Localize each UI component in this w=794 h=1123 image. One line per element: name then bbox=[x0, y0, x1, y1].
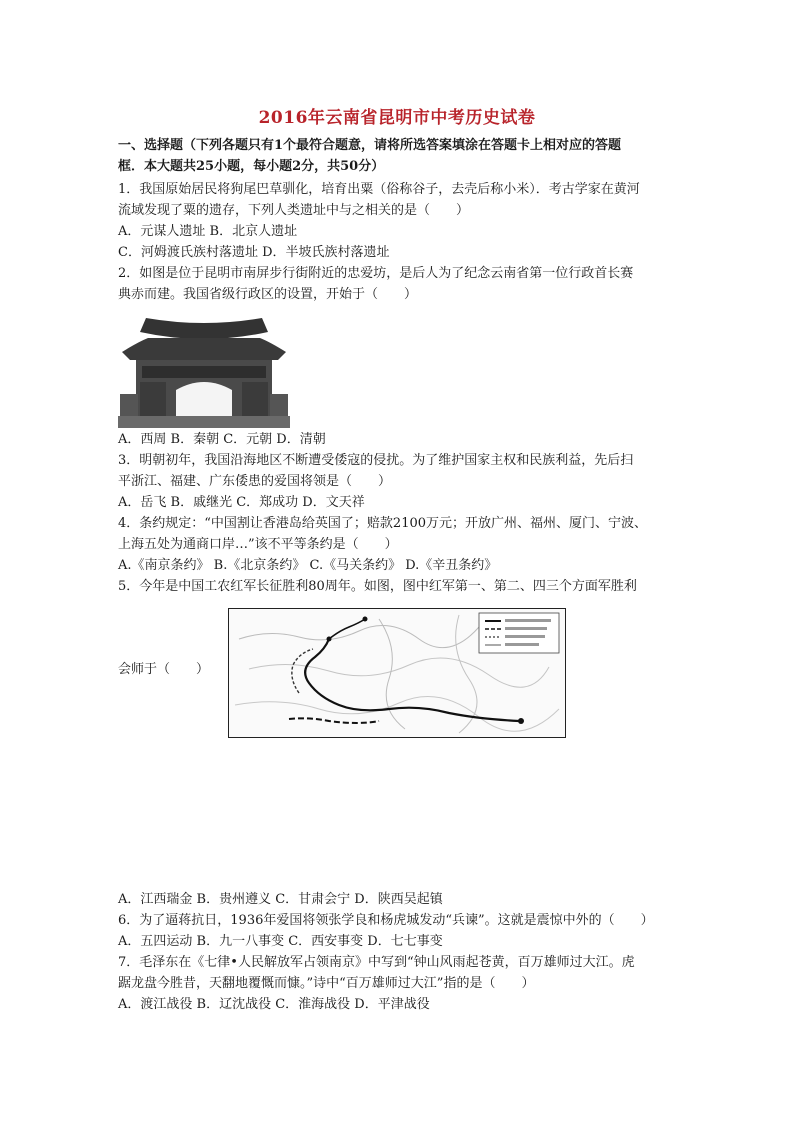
section-heading-line-1: 一、选择题（下列各题只有1个最符合题意，请将所选答案填涂在答题卡上相对应的答题 bbox=[118, 138, 622, 153]
q1-options-2: C．河姆渡氏族村落遗址 D．半坡氏族村落遗址 bbox=[118, 245, 390, 260]
section-heading-line-2: 框．本大题共25小题，每小题2分，共50分） bbox=[118, 159, 385, 174]
q6-options: A．五四运动 B．九一八事变 C．西安事变 D．七七事变 bbox=[118, 934, 443, 949]
q3-line-2: 平浙江、福建、广东倭患的爱国将领是（ ） bbox=[118, 474, 392, 489]
q1-line-2: 流域发现了粟的遗存，下列人类遗址中与之相关的是（ ） bbox=[118, 203, 470, 218]
q3-options: A．岳飞 B．戚继光 C．郑成功 D．文天祥 bbox=[118, 495, 365, 510]
q5-options: A．江西瑞金 B．贵州遵义 C．甘肃会宁 D．陕西吴起镇 bbox=[118, 892, 443, 907]
archway-photo bbox=[118, 312, 290, 428]
q1-line-1: 1．我国原始居民将狗尾巴草驯化，培育出粟（俗称谷子，去壳后称小米）．考古学家在黄河 bbox=[118, 182, 640, 197]
q2-line-1: 2．如图是位于昆明市南屏步行街附近的忠爱坊，是后人为了纪念云南省第一位行政首长赛 bbox=[118, 266, 634, 281]
q7-line-1: 7．毛泽东在《七律•人民解放军占领南京》中写到“钟山风雨起苍黄，百万雄师过大江。虎 bbox=[118, 955, 635, 970]
long-march-map bbox=[228, 608, 566, 738]
q2-line-2: 典赤而建。我国省级行政区的设置，开始于（ ） bbox=[118, 287, 418, 302]
q3-line-1: 3．明朝初年，我国沿海地区不断遭受倭寇的侵扰。为了维护国家主权和民族利益，先后扫 bbox=[118, 453, 634, 468]
q4-line-2: 上海五处为通商口岸…”该不平等条约是（ ） bbox=[118, 537, 398, 552]
page-title: 2016年云南省昆明市中考历史试卷 bbox=[258, 108, 536, 128]
q4-line-1: 4．条约规定：“中国割让香港岛给英国了；赔款2100万元；开放广州、福州、厦门、宁波、 bbox=[118, 516, 648, 531]
q7-line-2: 踞龙盘今胜昔，天翻地覆慨而慷。”诗中“百万雄师过大江”指的是（ ） bbox=[118, 976, 535, 991]
q5-caption: 会师于（ ） bbox=[118, 662, 210, 677]
q5-line-1: 5．今年是中国工农红军长征胜利80周年。如图，图中红军第一、第二、四三个方面军胜利 bbox=[118, 579, 637, 594]
q4-options: A.《南京条约》 B.《北京条约》 C.《马关条约》 D.《辛丑条约》 bbox=[118, 558, 498, 573]
q6-line-1: 6．为了逼蒋抗日，1936年爱国将领张学良和杨虎城发动“兵谏”。这就是震惊中外的（ ） bbox=[118, 913, 654, 928]
q2-options: A．西周 B．秦朝 C．元朝 D．清朝 bbox=[118, 432, 326, 447]
q1-options-1: A．元谋人遗址 B．北京人遗址 bbox=[118, 224, 298, 239]
q7-options: A．渡江战役 B．辽沈战役 C．淮海战役 D．平津战役 bbox=[118, 997, 430, 1012]
